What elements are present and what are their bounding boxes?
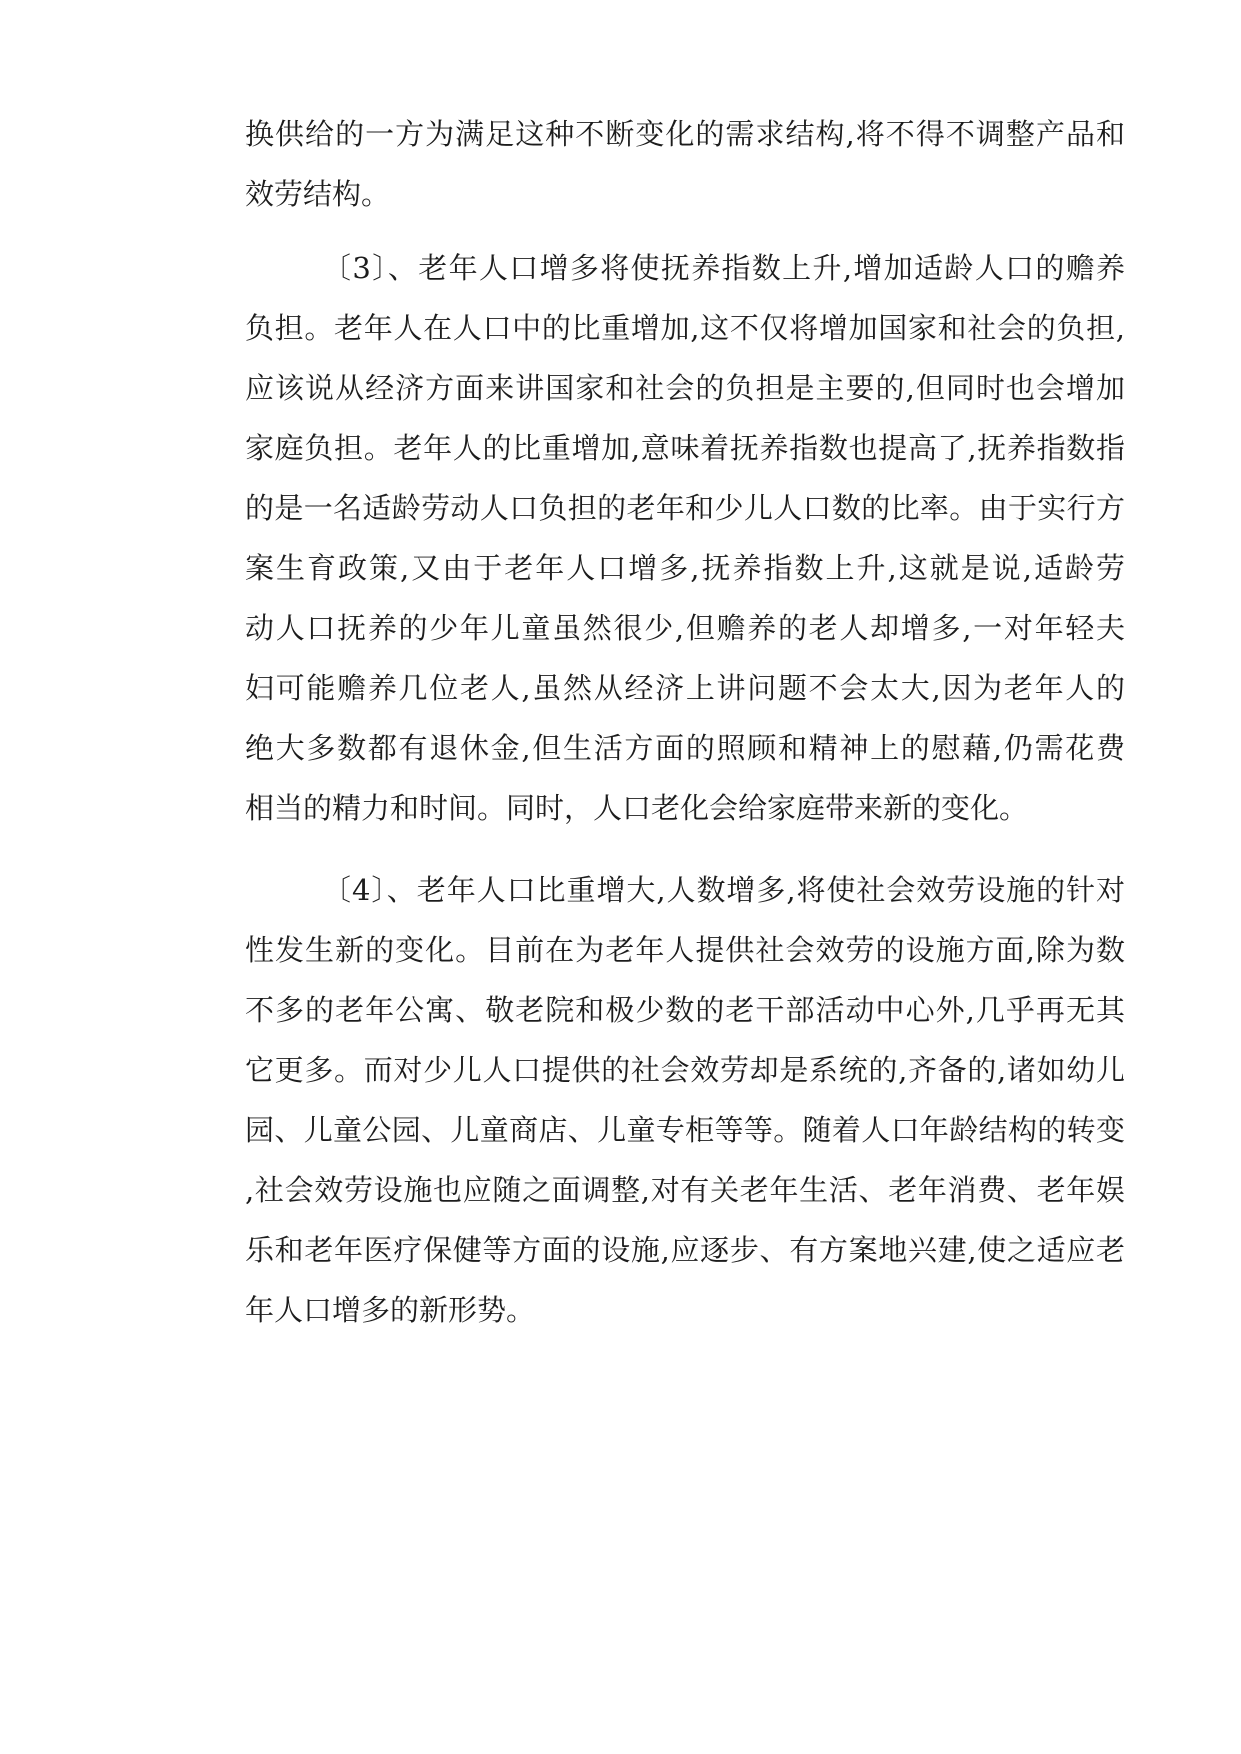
paragraph-3-line-3: 不多的老年公寓、敬老院和极少数的老干部活动中心外,几乎再无其 <box>245 993 1125 1027</box>
paragraph-2-line-6: 案生育政策,又由于老年人口增多,抚养指数上升,这就是说,适龄劳 <box>245 551 1125 585</box>
paragraph-3-line-7: 乐和老年医疗保健等方面的设施,应逐步、有方案地兴建,使之适应老 <box>245 1233 1125 1267</box>
paragraph-1-line-1: 换供给的一方为满足这种不断变化的需求结构,将不得不调整产品和 <box>245 117 1125 151</box>
paragraph-3-line-1: 〔4〕、老年人口比重增大,人数增多,将使社会效劳设施的针对 <box>322 873 1125 907</box>
paragraph-1-line-2: 效劳结构。 <box>245 177 391 211</box>
paragraph-2-line-10: 相当的精力和时间。同时，人口老化会给家庭带来新的变化。 <box>245 791 1029 825</box>
paragraph-2-line-2: 负担。老年人在人口中的比重增加,这不仅将增加国家和社会的负担, <box>245 311 1125 345</box>
paragraph-3-line-6: ,社会效劳设施也应随之面调整,对有关老年生活、老年消费、老年娱 <box>245 1173 1125 1207</box>
paragraph-3-line-4: 它更多。而对少儿人口提供的社会效劳却是系统的,齐备的,诸如幼儿 <box>245 1053 1125 1087</box>
paragraph-2-line-7: 动人口抚养的少年儿童虽然很少,但赡养的老人却增多,一对年轻夫 <box>245 611 1125 645</box>
paragraph-2-line-8: 妇可能赡养几位老人,虽然从经济上讲问题不会太大,因为老年人的 <box>245 671 1125 705</box>
paragraph-2-line-1: 〔3〕、老年人口增多将使抚养指数上升,增加适龄人口的赡养 <box>322 251 1125 285</box>
paragraph-2-line-9: 绝大多数都有退休金,但生活方面的照顾和精神上的慰藉,仍需花费 <box>245 731 1125 765</box>
paragraph-2-line-3: 应该说从经济方面来讲国家和社会的负担是主要的,但同时也会增加 <box>245 371 1125 405</box>
paragraph-2-line-4: 家庭负担。老年人的比重增加,意味着抚养指数也提高了,抚养指数指 <box>245 431 1125 465</box>
paragraph-3-line-8: 年人口增多的新形势。 <box>245 1293 536 1327</box>
paragraph-3-line-2: 性发生新的变化。目前在为老年人提供社会效劳的设施方面,除为数 <box>245 933 1125 967</box>
paragraph-2-line-5: 的是一名适龄劳动人口负担的老年和少儿人口数的比率。由于实行方 <box>245 491 1125 525</box>
paragraph-3-line-5: 园、儿童公园、儿童商店、儿童专柜等等。随着人口年龄结构的转变 <box>245 1113 1125 1147</box>
